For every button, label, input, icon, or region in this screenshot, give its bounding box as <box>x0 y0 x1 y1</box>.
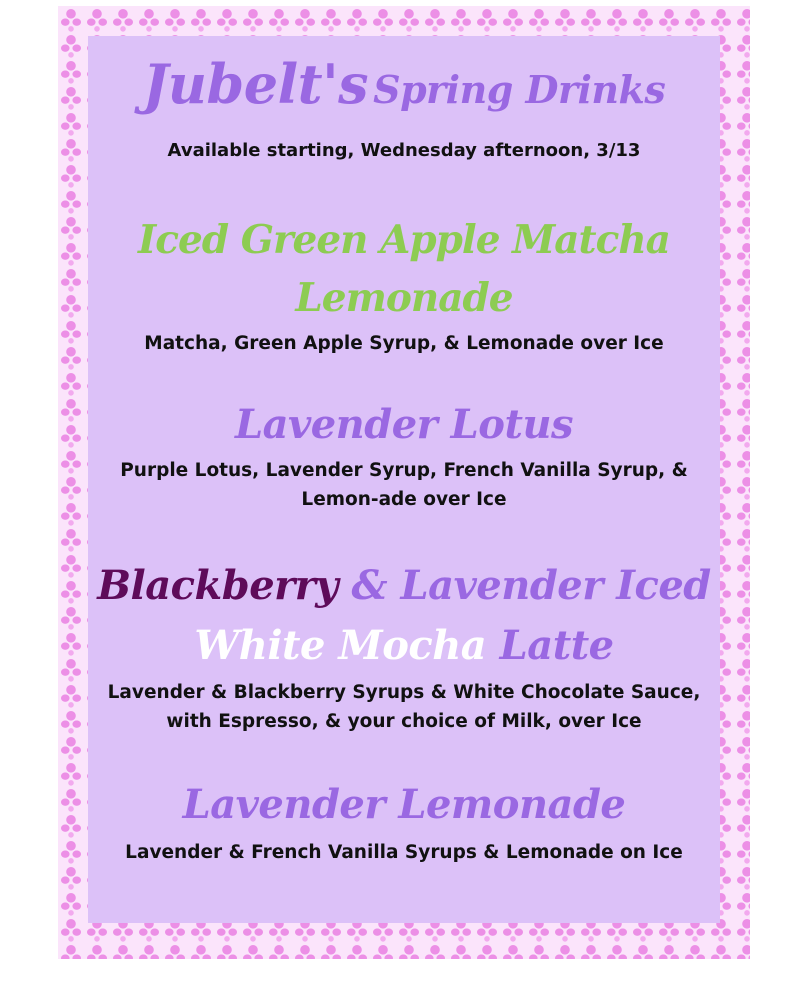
menu-title-brand: Jubelt's <box>142 52 369 116</box>
menu-content <box>88 36 720 867</box>
drink-name-green-apple-matcha: Iced Green Apple Matcha Lemonade <box>138 217 670 321</box>
menu-title-rest: Spring Drinks <box>373 67 666 112</box>
drink-name-part-white-mocha: White Mocha <box>194 622 487 669</box>
drink-name-lavender-lemonade: Lavender Lemonade <box>182 781 626 828</box>
drink-description-lavender-lemonade: Lavender & French Vanilla Syrups & Lemonade on Ice <box>125 842 683 863</box>
drink-description-blackberry-lavender-mocha: Lavender & Blackberry Syrups & White Chocolate Sauce, with Espresso, & your choice of Milk, over Ice <box>107 682 701 732</box>
drink-name-part-blackberry: Blackberry <box>97 562 339 609</box>
drink-description-lavender-lotus: Purple Lotus, Lavender Syrup, French Vanilla Syrup, & Lemon-ade over Ice <box>120 460 688 510</box>
drink-name-lavender-lotus: Lavender Lotus <box>234 401 574 448</box>
drink-name-blackberry-lavender-mocha <box>88 556 720 676</box>
drink-name-part-lavender-iced: & Lavender Iced <box>351 562 711 609</box>
menu-title <box>88 54 720 128</box>
drink-name-part-latte: Latte <box>499 622 614 669</box>
drink-description-green-apple-matcha: Matcha, Green Apple Syrup, & Lemonade over Ice <box>144 333 664 354</box>
availability-subtitle: Available starting, Wednesday afternoon, 3/13 <box>167 140 641 161</box>
